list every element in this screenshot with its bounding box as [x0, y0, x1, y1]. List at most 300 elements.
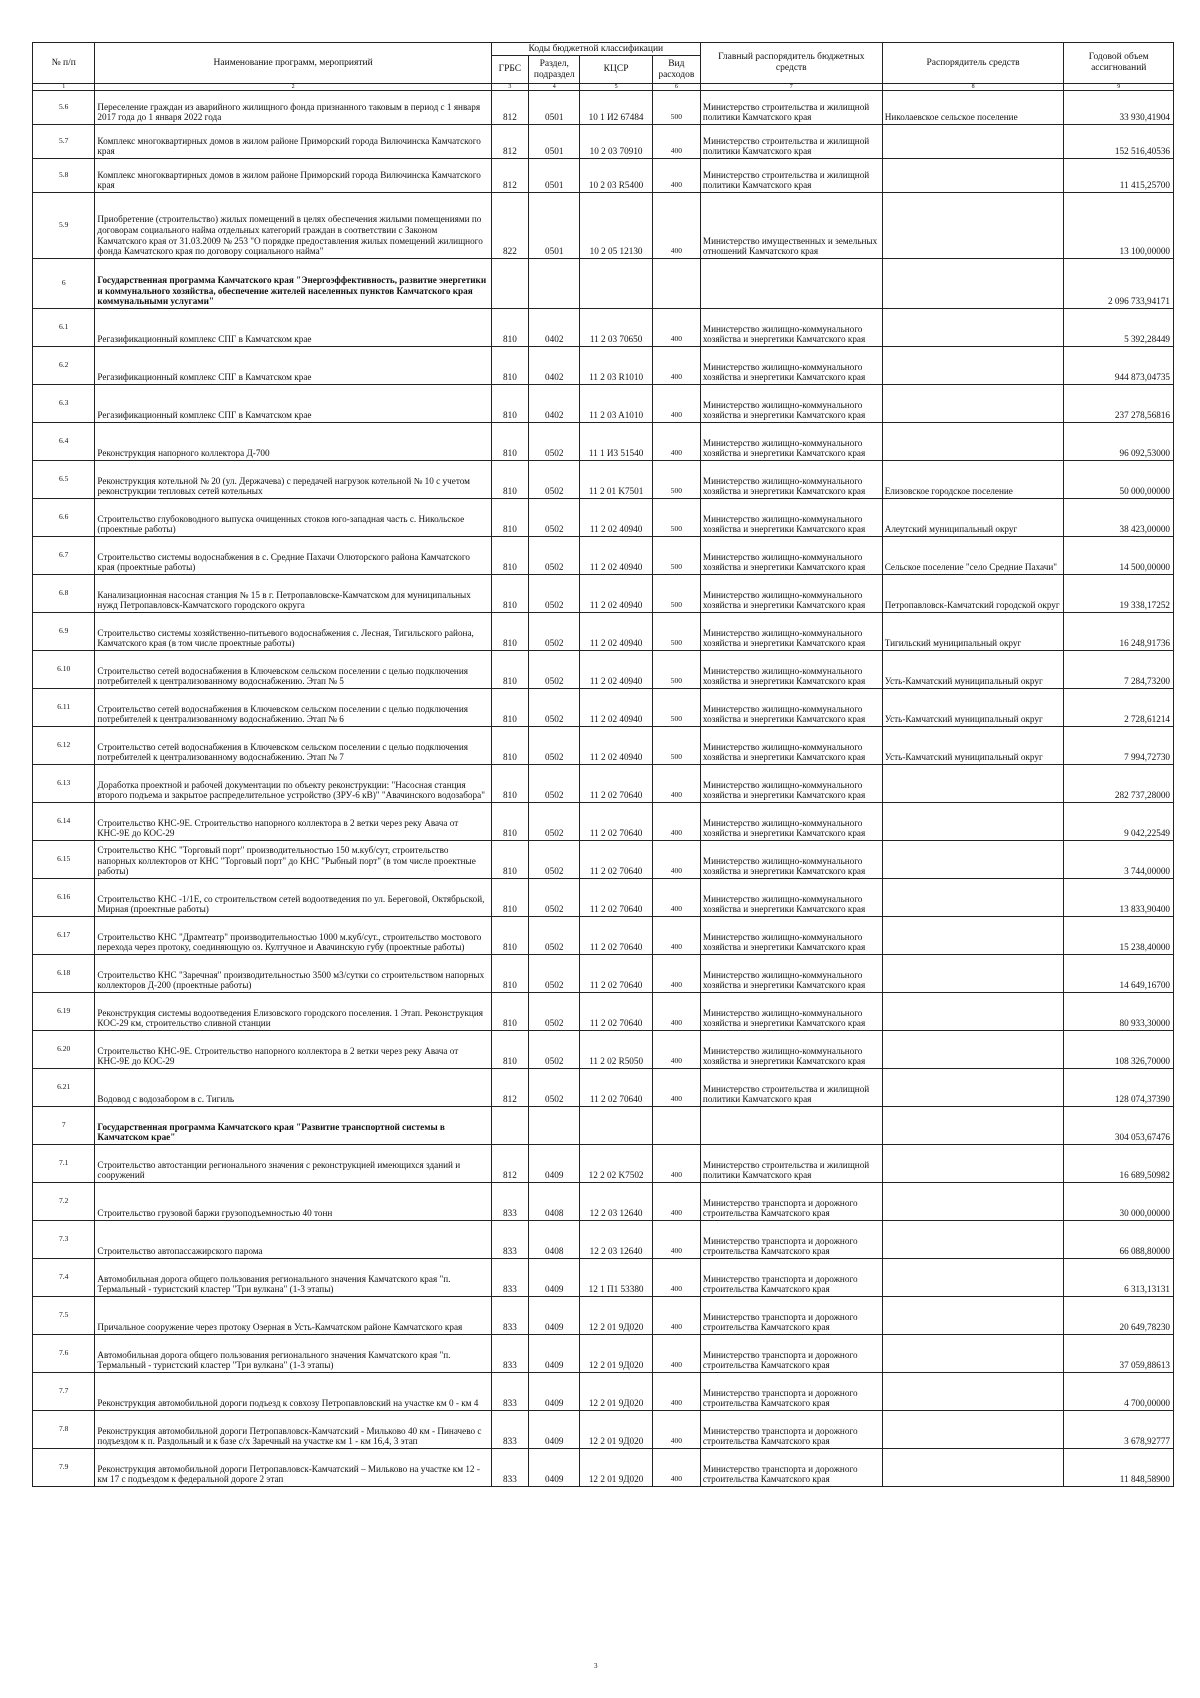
- row-razdel: 0409: [529, 1411, 580, 1449]
- row-kcsr: 11 2 03 70650: [580, 309, 652, 347]
- row-number: 6.4: [33, 423, 95, 461]
- column-number: 2: [95, 84, 491, 91]
- row-amount: 30 000,00000: [1064, 1183, 1174, 1221]
- row-kcsr: 11 2 02 70640: [580, 917, 652, 955]
- row-name: Реконструкция автомобильной дороги Петропавловск-Камчатский - Мильково 40 км - Пиначево с подъездом к п. Раздольный и к базе с/х Заречный на участке км 1 - км 16,4, 3 этап: [95, 1411, 491, 1449]
- row-razdel: 0502: [529, 803, 580, 841]
- table-row: [33, 461, 1174, 499]
- row-grbs: 810: [491, 423, 528, 461]
- row-grbs: 810: [491, 955, 528, 993]
- row-amount: 4 700,00000: [1064, 1373, 1174, 1411]
- row-number: 7.3: [33, 1221, 95, 1259]
- row-kcsr: 11 2 02 70640: [580, 1069, 652, 1107]
- row-kcsr: 11 2 02 40940: [580, 499, 652, 537]
- budget-table-sheet: [32, 42, 1174, 1487]
- row-rasporyaditel: [882, 879, 1064, 917]
- row-vid: 400: [652, 125, 700, 159]
- table-body: [33, 91, 1174, 1487]
- row-razdel: 0402: [529, 385, 580, 423]
- row-amount: 37 059,88613: [1064, 1335, 1174, 1373]
- row-glavny-rasporyaditel: [700, 259, 882, 309]
- row-rasporyaditel: [882, 803, 1064, 841]
- row-kcsr: 11 2 02 70640: [580, 841, 652, 879]
- row-grbs: 810: [491, 993, 528, 1031]
- row-amount: 152 516,40536: [1064, 125, 1174, 159]
- table-row: [33, 193, 1174, 259]
- row-glavny-rasporyaditel: Министерство транспорта и дорожного строительства Камчатского края: [700, 1297, 882, 1335]
- row-grbs: 810: [491, 651, 528, 689]
- row-kcsr: 11 2 03 A1010: [580, 385, 652, 423]
- row-kcsr: 11 2 01 K7501: [580, 461, 652, 499]
- row-rasporyaditel: [882, 1183, 1064, 1221]
- column-number: 5: [580, 84, 652, 91]
- table-row: [33, 917, 1174, 955]
- table-row: [33, 765, 1174, 803]
- row-vid: 500: [652, 499, 700, 537]
- row-kcsr: 11 2 02 70640: [580, 765, 652, 803]
- table-row: [33, 651, 1174, 689]
- row-amount: 3 744,00000: [1064, 841, 1174, 879]
- row-name: Государственная программа Камчатского края "Энергоэффективность, развитие энергетики и коммунального хозяйства, обеспечение жителей населенных пунктов Камчатского края коммунальными услугами": [95, 259, 491, 309]
- row-vid: 400: [652, 423, 700, 461]
- row-rasporyaditel: [882, 1335, 1064, 1373]
- row-razdel: 0501: [529, 91, 580, 125]
- page-number: 3: [594, 1662, 598, 1670]
- table-row: [33, 993, 1174, 1031]
- row-number: 6.1: [33, 309, 95, 347]
- row-rasporyaditel: [882, 159, 1064, 193]
- row-rasporyaditel: [882, 193, 1064, 259]
- row-amount: 3 678,92777: [1064, 1411, 1174, 1449]
- table-row: [33, 1221, 1174, 1259]
- row-glavny-rasporyaditel: Министерство жилищно-коммунального хозяйства и энергетики Камчатского края: [700, 955, 882, 993]
- row-kcsr: 11 2 02 70640: [580, 993, 652, 1031]
- row-name: Строительство КНС-9Е. Строительство напорного коллектора в 2 ветки через реку Авача от КНС-9Е до КОС-29: [95, 1031, 491, 1069]
- row-amount: 80 933,30000: [1064, 993, 1174, 1031]
- row-razdel: 0409: [529, 1297, 580, 1335]
- row-glavny-rasporyaditel: Министерство жилищно-коммунального хозяйства и энергетики Камчатского края: [700, 879, 882, 917]
- row-rasporyaditel: [882, 423, 1064, 461]
- row-number: 6.17: [33, 917, 95, 955]
- row-number: 6.5: [33, 461, 95, 499]
- row-grbs: 833: [491, 1259, 528, 1297]
- row-razdel: 0408: [529, 1221, 580, 1259]
- row-razdel: 0502: [529, 499, 580, 537]
- row-glavny-rasporyaditel: Министерство жилищно-коммунального хозяйства и энергетики Камчатского края: [700, 651, 882, 689]
- header-column-numbers: [33, 84, 1174, 91]
- row-grbs: 810: [491, 499, 528, 537]
- row-amount: 16 689,50982: [1064, 1145, 1174, 1183]
- row-grbs: [491, 259, 528, 309]
- row-amount: 282 737,28000: [1064, 765, 1174, 803]
- row-number: 5.7: [33, 125, 95, 159]
- table-row: [33, 1297, 1174, 1335]
- row-glavny-rasporyaditel: Министерство жилищно-коммунального хозяйства и энергетики Камчатского края: [700, 917, 882, 955]
- row-kcsr: 12 2 02 K7502: [580, 1145, 652, 1183]
- row-amount: 7 284,73200: [1064, 651, 1174, 689]
- header-vid: Вид расходов: [652, 56, 700, 84]
- row-name: Строительство сетей водоснабжения в Ключевском сельском поселении с целью подключения потребителей к централизованному водоснабжению. Этап № 7: [95, 727, 491, 765]
- row-name: Канализационная насосная станция № 15 в г. Петропавловске-Камчатском для муниципальных нужд Петропавловск-Камчатского городского округа: [95, 575, 491, 613]
- row-rasporyaditel: Алеутский муниципальный округ: [882, 499, 1064, 537]
- row-rasporyaditel: [882, 1297, 1064, 1335]
- row-number: 6.7: [33, 537, 95, 575]
- row-grbs: 810: [491, 765, 528, 803]
- row-grbs: 812: [491, 125, 528, 159]
- table-row: [33, 1031, 1174, 1069]
- row-glavny-rasporyaditel: Министерство жилищно-коммунального хозяйства и энергетики Камчатского края: [700, 841, 882, 879]
- row-name: Переселение граждан из аварийного жилищного фонда признанного таковым в период с 1 января 2017 года до 1 января 2022 года: [95, 91, 491, 125]
- row-amount: 19 338,17252: [1064, 575, 1174, 613]
- row-amount: 7 994,72730: [1064, 727, 1174, 765]
- row-number: 7.1: [33, 1145, 95, 1183]
- row-grbs: 812: [491, 1069, 528, 1107]
- row-rasporyaditel: [882, 385, 1064, 423]
- column-number: 6: [652, 84, 700, 91]
- row-name: Строительство грузовой баржи грузоподъемностью 40 тонн: [95, 1183, 491, 1221]
- row-number: 7.5: [33, 1297, 95, 1335]
- row-kcsr: 12 2 01 9Д020: [580, 1411, 652, 1449]
- row-vid: 400: [652, 1335, 700, 1373]
- row-amount: 6 313,13131: [1064, 1259, 1174, 1297]
- row-vid: 500: [652, 461, 700, 499]
- row-rasporyaditel: [882, 765, 1064, 803]
- row-number: 7: [33, 1107, 95, 1145]
- row-grbs: 833: [491, 1373, 528, 1411]
- table-row: [33, 727, 1174, 765]
- header-kcsr: КЦСР: [580, 56, 652, 84]
- row-name: Регазификационный комплекс СПГ в Камчатском крае: [95, 385, 491, 423]
- row-glavny-rasporyaditel: Министерство жилищно-коммунального хозяйства и энергетики Камчатского края: [700, 727, 882, 765]
- row-kcsr: 11 2 02 R5050: [580, 1031, 652, 1069]
- row-grbs: 810: [491, 537, 528, 575]
- row-rasporyaditel: Усть-Камчатский муниципальный округ: [882, 727, 1064, 765]
- row-rasporyaditel: [882, 309, 1064, 347]
- row-razdel: 0501: [529, 159, 580, 193]
- row-grbs: 833: [491, 1221, 528, 1259]
- row-glavny-rasporyaditel: Министерство транспорта и дорожного строительства Камчатского края: [700, 1183, 882, 1221]
- row-rasporyaditel: [882, 1221, 1064, 1259]
- row-grbs: 810: [491, 727, 528, 765]
- row-glavny-rasporyaditel: Министерство жилищно-коммунального хозяйства и энергетики Камчатского края: [700, 423, 882, 461]
- table-row: [33, 1259, 1174, 1297]
- row-amount: 38 423,00000: [1064, 499, 1174, 537]
- table-row: [33, 347, 1174, 385]
- row-rasporyaditel: [882, 1259, 1064, 1297]
- row-grbs: 810: [491, 803, 528, 841]
- row-number: 7.7: [33, 1373, 95, 1411]
- row-grbs: 810: [491, 917, 528, 955]
- row-grbs: 833: [491, 1411, 528, 1449]
- row-grbs: 810: [491, 879, 528, 917]
- row-glavny-rasporyaditel: [700, 1107, 882, 1145]
- row-razdel: 0402: [529, 309, 580, 347]
- row-name: Строительство глубоководного выпуска очищенных стоков юго-западная часть с. Никольское (проектные работы): [95, 499, 491, 537]
- row-glavny-rasporyaditel: Министерство жилищно-коммунального хозяйства и энергетики Камчатского края: [700, 689, 882, 727]
- row-glavny-rasporyaditel: Министерство транспорта и дорожного строительства Камчатского края: [700, 1411, 882, 1449]
- row-amount: 33 930,41904: [1064, 91, 1174, 125]
- row-grbs: [491, 1107, 528, 1145]
- row-grbs: 810: [491, 461, 528, 499]
- row-name: Строительство КНС-9Е. Строительство напорного коллектора в 2 ветки через реку Авача от КНС-9Е до КОС-29: [95, 803, 491, 841]
- column-number: 9: [1064, 84, 1174, 91]
- row-number: 6.18: [33, 955, 95, 993]
- row-number: 7.6: [33, 1335, 95, 1373]
- row-vid: 400: [652, 993, 700, 1031]
- row-kcsr: 10 2 03 70910: [580, 125, 652, 159]
- row-amount: 304 053,67476: [1064, 1107, 1174, 1145]
- row-rasporyaditel: Усть-Камчатский муниципальный округ: [882, 689, 1064, 727]
- table-row: [33, 385, 1174, 423]
- row-razdel: [529, 1107, 580, 1145]
- row-kcsr: 12 2 03 12640: [580, 1221, 652, 1259]
- row-razdel: 0502: [529, 765, 580, 803]
- table-row: [33, 575, 1174, 613]
- row-vid: 400: [652, 1259, 700, 1297]
- table-row: [33, 1183, 1174, 1221]
- table-row: [33, 125, 1174, 159]
- row-name: Строительство автопассажирского парома: [95, 1221, 491, 1259]
- row-glavny-rasporyaditel: Министерство строительства и жилищной политики Камчатского края: [700, 1145, 882, 1183]
- row-vid: 400: [652, 841, 700, 879]
- table-row: [33, 537, 1174, 575]
- row-razdel: [529, 259, 580, 309]
- row-vid: 400: [652, 1221, 700, 1259]
- row-grbs: 812: [491, 1145, 528, 1183]
- row-kcsr: 11 2 02 40940: [580, 537, 652, 575]
- row-grbs: 833: [491, 1335, 528, 1373]
- row-razdel: 0502: [529, 993, 580, 1031]
- table-row: [33, 1107, 1174, 1145]
- row-rasporyaditel: [882, 1031, 1064, 1069]
- row-kcsr: 12 2 01 9Д020: [580, 1373, 652, 1411]
- row-razdel: 0408: [529, 1183, 580, 1221]
- table-row: [33, 1373, 1174, 1411]
- row-razdel: 0502: [529, 879, 580, 917]
- row-vid: 500: [652, 727, 700, 765]
- row-rasporyaditel: [882, 259, 1064, 309]
- row-name: Строительство КНС "Заречная" производительностью 3500 м3/сутки со строительством напорных коллекторов Д-200 (проектные работы): [95, 955, 491, 993]
- row-name: Строительство автостанции регионального значения с реконструкцией имеющихся зданий и сооружений: [95, 1145, 491, 1183]
- row-kcsr: 11 2 03 R1010: [580, 347, 652, 385]
- row-razdel: 0502: [529, 955, 580, 993]
- row-number: 5.8: [33, 159, 95, 193]
- row-kcsr: 11 1 И3 51540: [580, 423, 652, 461]
- row-vid: 400: [652, 1411, 700, 1449]
- row-kcsr: 11 2 02 70640: [580, 803, 652, 841]
- row-number: 7.4: [33, 1259, 95, 1297]
- row-amount: 15 238,40000: [1064, 917, 1174, 955]
- row-vid: 400: [652, 879, 700, 917]
- row-vid: 500: [652, 537, 700, 575]
- row-vid: 400: [652, 765, 700, 803]
- row-rasporyaditel: [882, 993, 1064, 1031]
- row-razdel: 0409: [529, 1373, 580, 1411]
- row-razdel: 0502: [529, 727, 580, 765]
- row-number: 6.2: [33, 347, 95, 385]
- row-name: Строительство системы хозяйственно-питьевого водоснабжения с. Лесная, Тигильского района, Камчатского края (в том числе проектные работы): [95, 613, 491, 651]
- row-amount: 13 833,90400: [1064, 879, 1174, 917]
- row-name: Строительство сетей водоснабжения в Ключевском сельском поселении с целью подключения потребителей к централизованному водоснабжению. Этап № 6: [95, 689, 491, 727]
- table-row: [33, 1335, 1174, 1373]
- row-kcsr: 10 2 03 R5400: [580, 159, 652, 193]
- table-row: [33, 159, 1174, 193]
- row-amount: 16 248,91736: [1064, 613, 1174, 651]
- table-row: [33, 259, 1174, 309]
- row-razdel: 0502: [529, 461, 580, 499]
- row-glavny-rasporyaditel: Министерство жилищно-коммунального хозяйства и энергетики Камчатского края: [700, 537, 882, 575]
- row-vid: 500: [652, 689, 700, 727]
- row-grbs: 810: [491, 613, 528, 651]
- row-name: Реконструкция автомобильной дороги Петропавловск-Камчатский – Мильково на участке км 12 - км 17 с подъездом к федеральной дороге 2 этап: [95, 1449, 491, 1487]
- row-grbs: 810: [491, 1031, 528, 1069]
- row-glavny-rasporyaditel: Министерство жилищно-коммунального хозяйства и энергетики Камчатского края: [700, 347, 882, 385]
- row-glavny-rasporyaditel: Министерство транспорта и дорожного строительства Камчатского края: [700, 1335, 882, 1373]
- row-name: Реконструкция автомобильной дороги подъезд к совхозу Петропавловский на участке км 0 - км 4: [95, 1373, 491, 1411]
- row-vid: 400: [652, 347, 700, 385]
- row-glavny-rasporyaditel: Министерство жилищно-коммунального хозяйства и энергетики Камчатского края: [700, 461, 882, 499]
- row-amount: 11 848,58900: [1064, 1449, 1174, 1487]
- row-glavny-rasporyaditel: Министерство жилищно-коммунального хозяйства и энергетики Камчатского края: [700, 499, 882, 537]
- row-grbs: 810: [491, 385, 528, 423]
- row-glavny-rasporyaditel: Министерство жилищно-коммунального хозяйства и энергетики Камчатского края: [700, 309, 882, 347]
- row-glavny-rasporyaditel: Министерство строительства и жилищной политики Камчатского края: [700, 91, 882, 125]
- row-rasporyaditel: [882, 125, 1064, 159]
- row-grbs: 812: [491, 91, 528, 125]
- row-name: Комплекс многоквартирных домов в жилом районе Приморский города Вилючинска Камчатского края: [95, 125, 491, 159]
- row-vid: 400: [652, 917, 700, 955]
- row-grbs: 833: [491, 1297, 528, 1335]
- row-number: 6.9: [33, 613, 95, 651]
- row-razdel: 0502: [529, 917, 580, 955]
- row-vid: 400: [652, 1449, 700, 1487]
- row-razdel: 0502: [529, 613, 580, 651]
- table-row: [33, 1449, 1174, 1487]
- row-number: 6.10: [33, 651, 95, 689]
- row-number: 5.6: [33, 91, 95, 125]
- row-kcsr: 10 1 И2 67484: [580, 91, 652, 125]
- row-grbs: 833: [491, 1183, 528, 1221]
- row-vid: 400: [652, 1069, 700, 1107]
- row-vid: 500: [652, 575, 700, 613]
- row-kcsr: 10 2 05 12130: [580, 193, 652, 259]
- row-number: 6.11: [33, 689, 95, 727]
- row-kcsr: 11 2 02 40940: [580, 651, 652, 689]
- row-vid: 400: [652, 1183, 700, 1221]
- header-grbs: ГРБС: [491, 56, 528, 84]
- column-number: 4: [529, 84, 580, 91]
- column-number: 7: [700, 84, 882, 91]
- row-kcsr: [580, 1107, 652, 1145]
- row-kcsr: 11 2 02 40940: [580, 613, 652, 651]
- row-glavny-rasporyaditel: Министерство жилищно-коммунального хозяйства и энергетики Камчатского края: [700, 613, 882, 651]
- row-rasporyaditel: [882, 1107, 1064, 1145]
- table-row: [33, 841, 1174, 879]
- table-row: [33, 613, 1174, 651]
- row-grbs: 810: [491, 575, 528, 613]
- row-kcsr: 11 2 02 40940: [580, 689, 652, 727]
- row-razdel: 0502: [529, 575, 580, 613]
- row-razdel: 0502: [529, 537, 580, 575]
- row-name: Реконструкция системы водоотведения Елизовского городского поселения. 1 Этап. Реконструкция КОС-29 км, строительство сливной станции: [95, 993, 491, 1031]
- row-name: Комплекс многоквартирных домов в жилом районе Приморский города Вилючинска Камчатского края: [95, 159, 491, 193]
- table-row: [33, 423, 1174, 461]
- row-amount: 5 392,28449: [1064, 309, 1174, 347]
- row-amount: 108 326,70000: [1064, 1031, 1174, 1069]
- column-number: 8: [882, 84, 1064, 91]
- row-kcsr: 12 2 01 9Д020: [580, 1297, 652, 1335]
- row-amount: 14 649,16700: [1064, 955, 1174, 993]
- header-glavny-rasporyaditel: Главный распорядитель бюджетных средств: [700, 43, 882, 84]
- row-razdel: 0409: [529, 1449, 580, 1487]
- header-number: № п/п: [33, 43, 95, 84]
- row-razdel: 0402: [529, 347, 580, 385]
- row-vid: 400: [652, 1145, 700, 1183]
- table-row: [33, 1069, 1174, 1107]
- row-glavny-rasporyaditel: Министерство жилищно-коммунального хозяйства и энергетики Камчатского края: [700, 765, 882, 803]
- row-glavny-rasporyaditel: Министерство жилищно-коммунального хозяйства и энергетики Камчатского края: [700, 993, 882, 1031]
- row-razdel: 0502: [529, 841, 580, 879]
- row-vid: 400: [652, 1297, 700, 1335]
- row-glavny-rasporyaditel: Министерство строительства и жилищной политики Камчатского края: [700, 159, 882, 193]
- table-row: [33, 499, 1174, 537]
- row-rasporyaditel: [882, 841, 1064, 879]
- row-grbs: 810: [491, 689, 528, 727]
- row-number: 5.9: [33, 193, 95, 259]
- header-rasporyaditel: Распорядитель средств: [882, 43, 1064, 84]
- row-amount: 9 042,22549: [1064, 803, 1174, 841]
- row-razdel: 0502: [529, 1069, 580, 1107]
- row-kcsr: 12 2 01 9Д020: [580, 1335, 652, 1373]
- row-number: 7.2: [33, 1183, 95, 1221]
- row-name: Водовод с водозабором в с. Тигиль: [95, 1069, 491, 1107]
- row-amount: 50 000,00000: [1064, 461, 1174, 499]
- row-amount: 2 096 733,94171: [1064, 259, 1174, 309]
- row-razdel: 0501: [529, 125, 580, 159]
- row-number: 6.16: [33, 879, 95, 917]
- row-amount: 128 074,37390: [1064, 1069, 1174, 1107]
- row-name: Регазификационный комплекс СПГ в Камчатском крае: [95, 347, 491, 385]
- row-grbs: 812: [491, 159, 528, 193]
- row-number: 6.13: [33, 765, 95, 803]
- row-name: Автомобильная дорога общего пользования регионального значения Камчатского края "п. Термальный - туристский кластер "Три вулкана" (1-3 этапы): [95, 1335, 491, 1373]
- header-name: Наименование программ, мероприятий: [95, 43, 491, 84]
- column-number: 1: [33, 84, 95, 91]
- row-vid: 500: [652, 613, 700, 651]
- row-number: 6.14: [33, 803, 95, 841]
- row-amount: 96 092,53000: [1064, 423, 1174, 461]
- row-razdel: 0502: [529, 689, 580, 727]
- row-razdel: 0409: [529, 1335, 580, 1373]
- row-rasporyaditel: [882, 1411, 1064, 1449]
- row-vid: 500: [652, 651, 700, 689]
- row-name: Строительство КНС "Торговый порт" производительностью 150 м.куб/сут, строительство напорных коллекторов от КНС "Торговый порт" до КНС "Рыбный порт" (в том числе проектные работы): [95, 841, 491, 879]
- row-number: 6.21: [33, 1069, 95, 1107]
- row-rasporyaditel: [882, 1069, 1064, 1107]
- row-vid: 400: [652, 1373, 700, 1411]
- row-vid: [652, 1107, 700, 1145]
- table-row: [33, 309, 1174, 347]
- row-rasporyaditel: Николаевское сельское поселение: [882, 91, 1064, 125]
- column-number: 3: [491, 84, 528, 91]
- row-vid: 400: [652, 159, 700, 193]
- row-vid: 400: [652, 385, 700, 423]
- row-name: Автомобильная дорога общего пользования регионального значения Камчатского края "п. Термальный - туристский кластер "Три вулкана" (1-3 этапы): [95, 1259, 491, 1297]
- row-amount: 237 278,56816: [1064, 385, 1174, 423]
- row-number: 6.3: [33, 385, 95, 423]
- row-number: 6.20: [33, 1031, 95, 1069]
- row-rasporyaditel: Елизовское городское поселение: [882, 461, 1064, 499]
